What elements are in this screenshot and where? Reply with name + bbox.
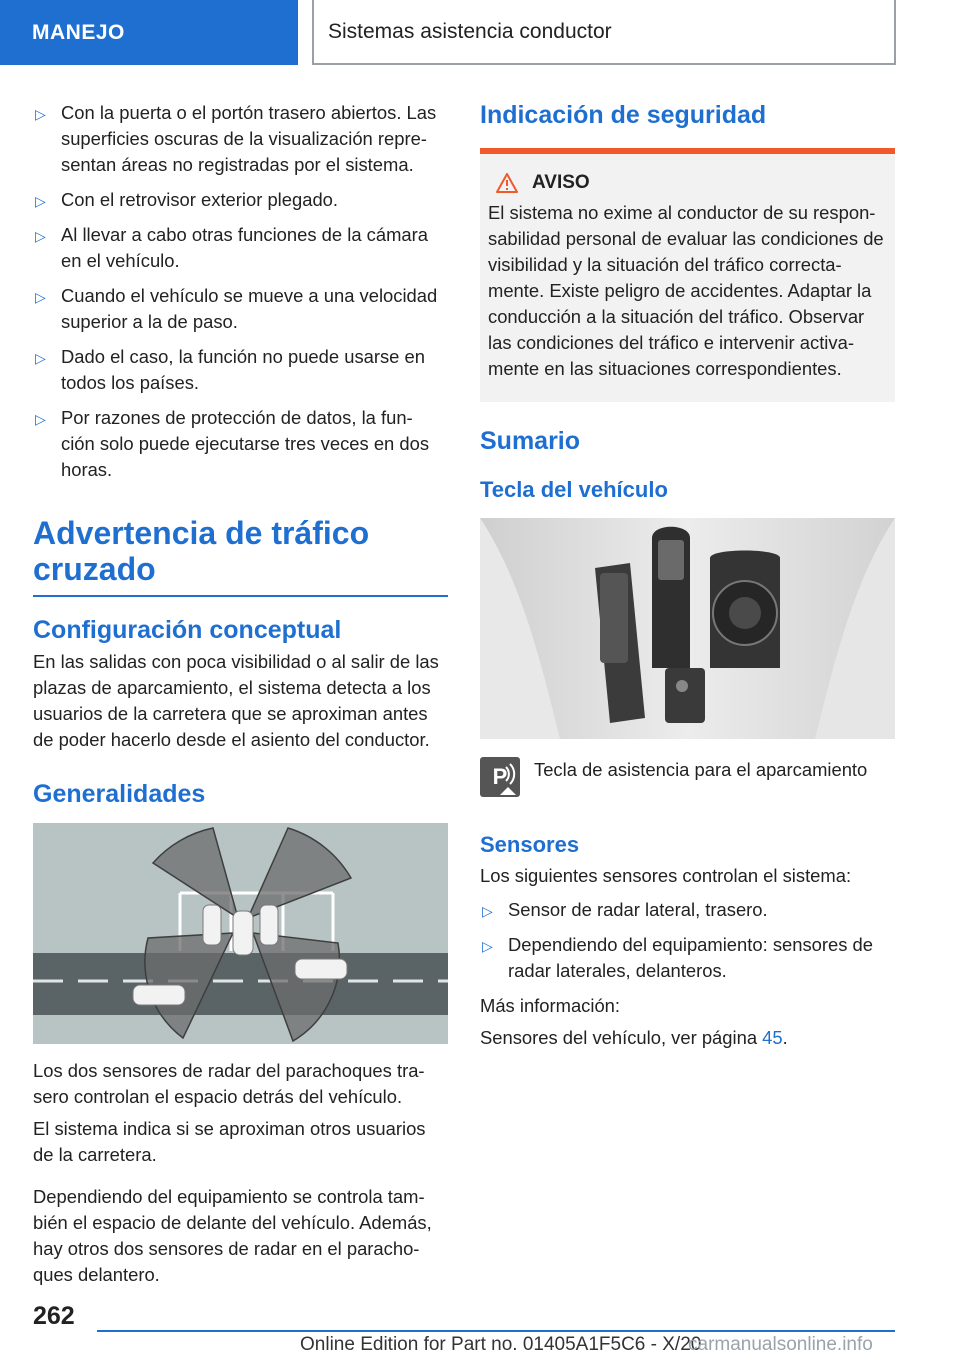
sensors-intro: Los siguientes sensores controlan el sistema: bbox=[480, 865, 852, 886]
list-item: ▷ Cuando el vehículo se mueve a una velocidad superior a la de paso. bbox=[35, 285, 438, 332]
triangle-bullet-icon: ▷ bbox=[35, 228, 46, 244]
reference-line: Sensores del vehículo, ver página 45. bbox=[480, 1027, 788, 1048]
triangle-bullet-icon: ▷ bbox=[35, 411, 46, 427]
concept-text: En las salidas con poca visibilidad o al salir de las plazas de aparcamiento, el sistema detecta a los usuarios de la carretera que se aproximan antes de poder hacerlo desde el asiento del conductor. bbox=[33, 651, 439, 750]
list-item: ▷ Con la puerta o el portón trasero abiertos. Las superficies oscuras de la visualización repre‐ sentan áreas no registradas por el sistema. bbox=[35, 102, 437, 175]
triangle-bullet-icon: ▷ bbox=[482, 938, 493, 954]
section-title: Advertencia de tráfico cruzado bbox=[33, 515, 448, 597]
summary-heading: Sumario bbox=[480, 427, 581, 455]
list-item: ▷ Con el retrovisor exterior plegado. bbox=[33, 187, 448, 213]
sensor-para-2: El sistema indica si se aproximan otros usuarios de la carretera. bbox=[33, 1118, 426, 1165]
warning-text: El sistema no exime al conductor de su respon‐ sabilidad personal de evaluar las condiciones de visibilidad y la situación del tráfico correcta‐ mente. Existe peligro de accidentes. Adaptar la conducción a la situación del tráfico. Observar las condiciones del tráfico e intervenir activa‐ mente en las situaciones correspondientes. bbox=[488, 202, 884, 379]
triangle-bullet-icon: ▷ bbox=[35, 193, 46, 209]
left-column bbox=[33, 100, 448, 1294]
park-assist-row bbox=[480, 757, 895, 797]
triangle-bullet-icon: ▷ bbox=[35, 350, 46, 366]
page-number: 262 bbox=[33, 1302, 75, 1330]
warning-label: AVISO bbox=[532, 172, 590, 193]
list-item: ▷ Por razones de protección de datos, la fun‐ ción solo puede ejecutarse tres veces en dos horas. bbox=[35, 407, 430, 480]
page-link[interactable]: 45 bbox=[762, 1027, 783, 1048]
list-item: ▷ Dependiendo del equipamiento: sensores de radar laterales, delanteros. bbox=[482, 934, 874, 981]
safety-heading: Indicación de seguridad bbox=[480, 101, 767, 129]
list-item: ▷ Sensor de radar lateral, trasero. bbox=[480, 897, 895, 923]
edition-text: Online Edition for Part no. 01405A1F5C6 - X/20 bbox=[300, 1334, 702, 1355]
key-heading: Tecla del vehículo bbox=[480, 477, 668, 502]
triangle-bullet-icon: ▷ bbox=[35, 289, 46, 305]
chapter-header bbox=[312, 0, 896, 65]
radar-diagram-graphic bbox=[33, 823, 448, 1044]
general-heading: Generalidades bbox=[33, 780, 206, 808]
sensors-heading: Sensores bbox=[480, 832, 580, 857]
warning-triangle-icon bbox=[496, 173, 518, 193]
parking-assist-icon: P bbox=[480, 757, 520, 797]
console-photo bbox=[480, 518, 895, 739]
radar-illustration bbox=[33, 823, 448, 1044]
footer-divider bbox=[97, 1330, 895, 1332]
center-console-graphic bbox=[480, 518, 895, 739]
sensor-para-1: Los dos sensores de radar del parachoques tra‐ sero controlan el espacio detrás del vehículo. bbox=[33, 1060, 425, 1107]
concept-heading: Configuración conceptual bbox=[33, 616, 342, 644]
restriction-list bbox=[33, 100, 448, 483]
more-info-label: Más información: bbox=[480, 995, 621, 1016]
triangle-bullet-icon: ▷ bbox=[35, 106, 46, 122]
parking-wave-icon bbox=[480, 757, 520, 797]
warning-header bbox=[488, 172, 887, 194]
sensor-para-3: Dependiendo del equipamiento se controla tam‐ bién el espacio de delante del vehículo. Además, hay otros dos sensores de radar en el paracho‐ ques delantero. bbox=[33, 1186, 432, 1285]
watermark: carmanualsonline.info bbox=[688, 1334, 873, 1355]
list-item: ▷ Al llevar a cabo otras funciones de la cámara en el vehículo. bbox=[35, 224, 428, 271]
list-item: ▷ Dado el caso, la función no puede usarse en todos los países. bbox=[35, 346, 425, 393]
right-column bbox=[480, 100, 895, 1057]
section-label: MANEJO bbox=[32, 20, 125, 44]
chapter-label: Sistemas asistencia conductor bbox=[328, 19, 612, 43]
sensor-list bbox=[480, 897, 895, 984]
park-assist-label: Tecla de asistencia para el aparcamiento bbox=[534, 759, 868, 780]
triangle-bullet-icon: ▷ bbox=[482, 903, 493, 919]
section-tab bbox=[0, 0, 298, 65]
warning-box bbox=[480, 148, 895, 402]
